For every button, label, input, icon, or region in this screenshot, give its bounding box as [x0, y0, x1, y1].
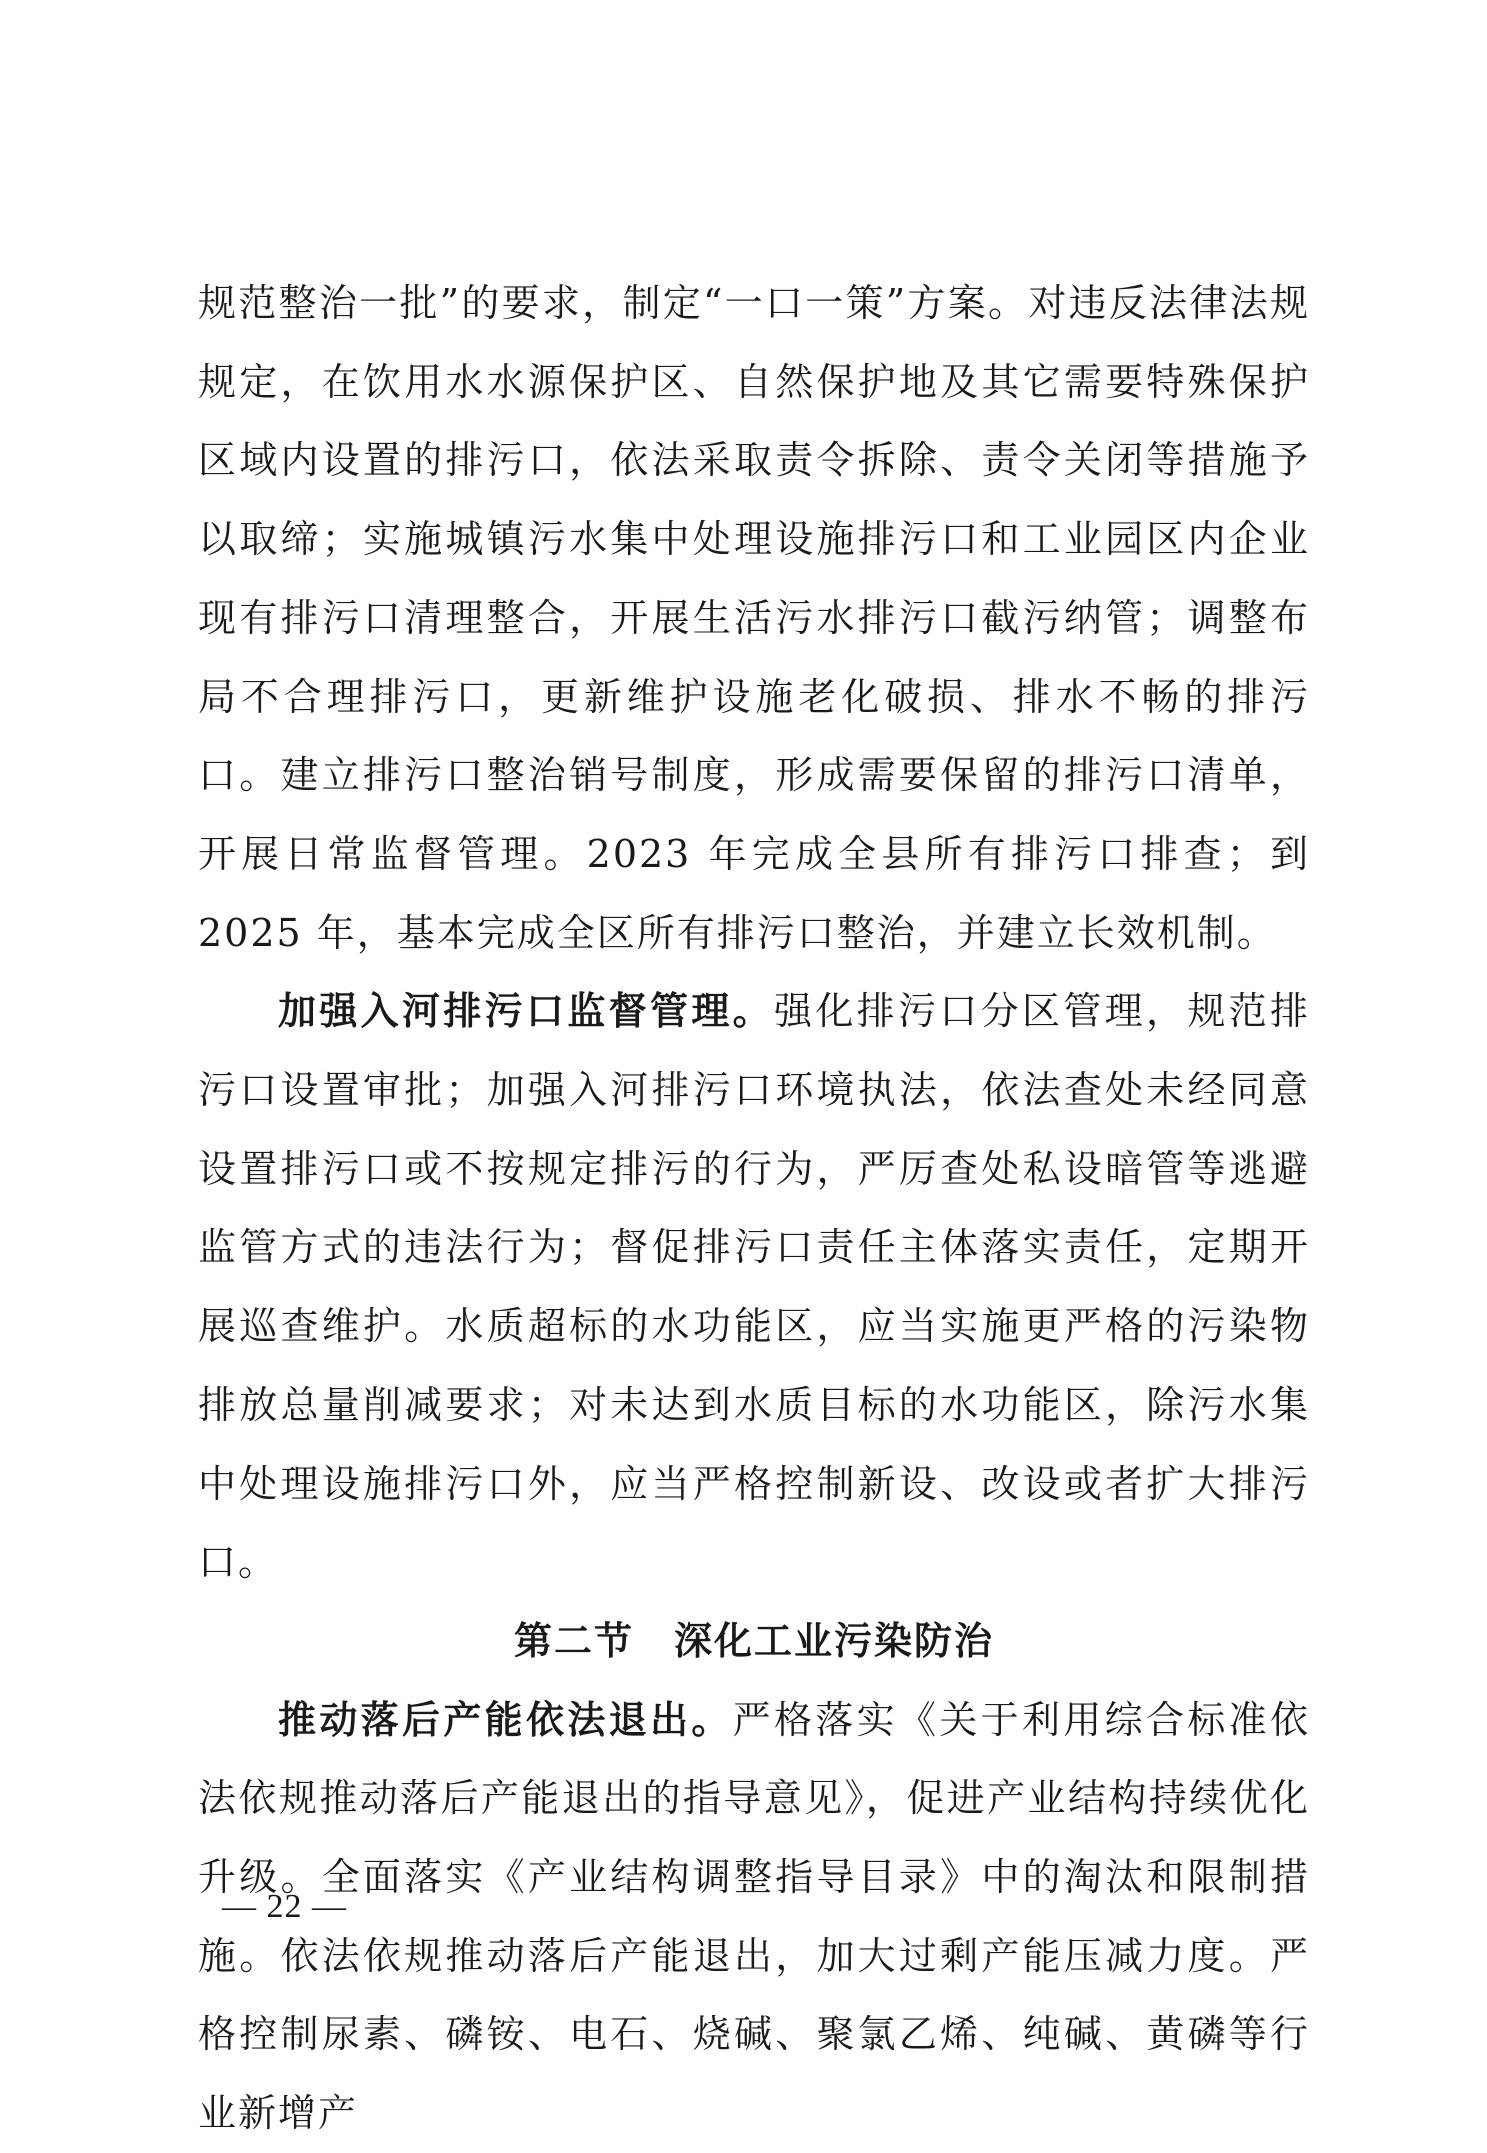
body-paragraph: [198, 1681, 1310, 2153]
paragraph-text: 严格落实《关于利用综合标准依法依规推动落后产能退出的指导意见》，促进产业结构持续优化升级。全面落实《产业结构调整指导目录》中的淘汰和限制措施。依法依规推动落后产能退出，加大过剩产能压减力度。严格控制尿素、磷铵、电石、烧碱、聚氯乙烯、纯碱、黄磷等行业新增产: [198, 1697, 1310, 2136]
section-heading: 第二节 深化工业污染防治: [513, 1618, 994, 1663]
paragraph-lead: 推动落后产能依法退出。: [278, 1696, 733, 1742]
paragraph-text: 强化排污口分区管理，规范排污口设置审批；加强入河排污口环境执法，依法查处未经同意设置排污口或不按规定排污的行为，严厉查处私设暗管等逃避监管方式的违法行为；督促排污口责任主体落实责任，定期开展巡查维护。水质超标的水功能区，应当实施更严格的污染物排放总量削减要求；对未达到水质目标的水功能区，除污水集中处理设施排污口外，应当严格控制新设、改设或者扩大排污口。: [198, 989, 1310, 1585]
body-paragraph: [198, 264, 1310, 972]
paragraph-text: 规范整治一批”的要求，制定“一口一策”方案。对违反法律法规规定，在饮用水水源保护区、自然保护地及其它需要特殊保护区域内设置的排污口，依法采取责令拆除、责令关闭等措施予以取缔；实施城镇污水集中处理设施排污口和工业园区内企业现有排污口清理整合，开展生活污水排污口截污纳管；调整布局不合理排污口，更新维护设施老化破损、排水不畅的排污口。建立排污口整治销号制度，形成需要保留的排污口清单，开展日常监督管理。2023 年完成全县所有排污口排查；到 2025 年，基本完成全区所有排污口整治，并建立长效机制。: [198, 281, 1310, 955]
page-number: — 22 —: [222, 1888, 347, 1925]
paragraph-lead: 加强入河排污口监督管理。: [278, 988, 774, 1034]
body-paragraph: [198, 972, 1310, 1602]
document-page: [198, 264, 1310, 2153]
